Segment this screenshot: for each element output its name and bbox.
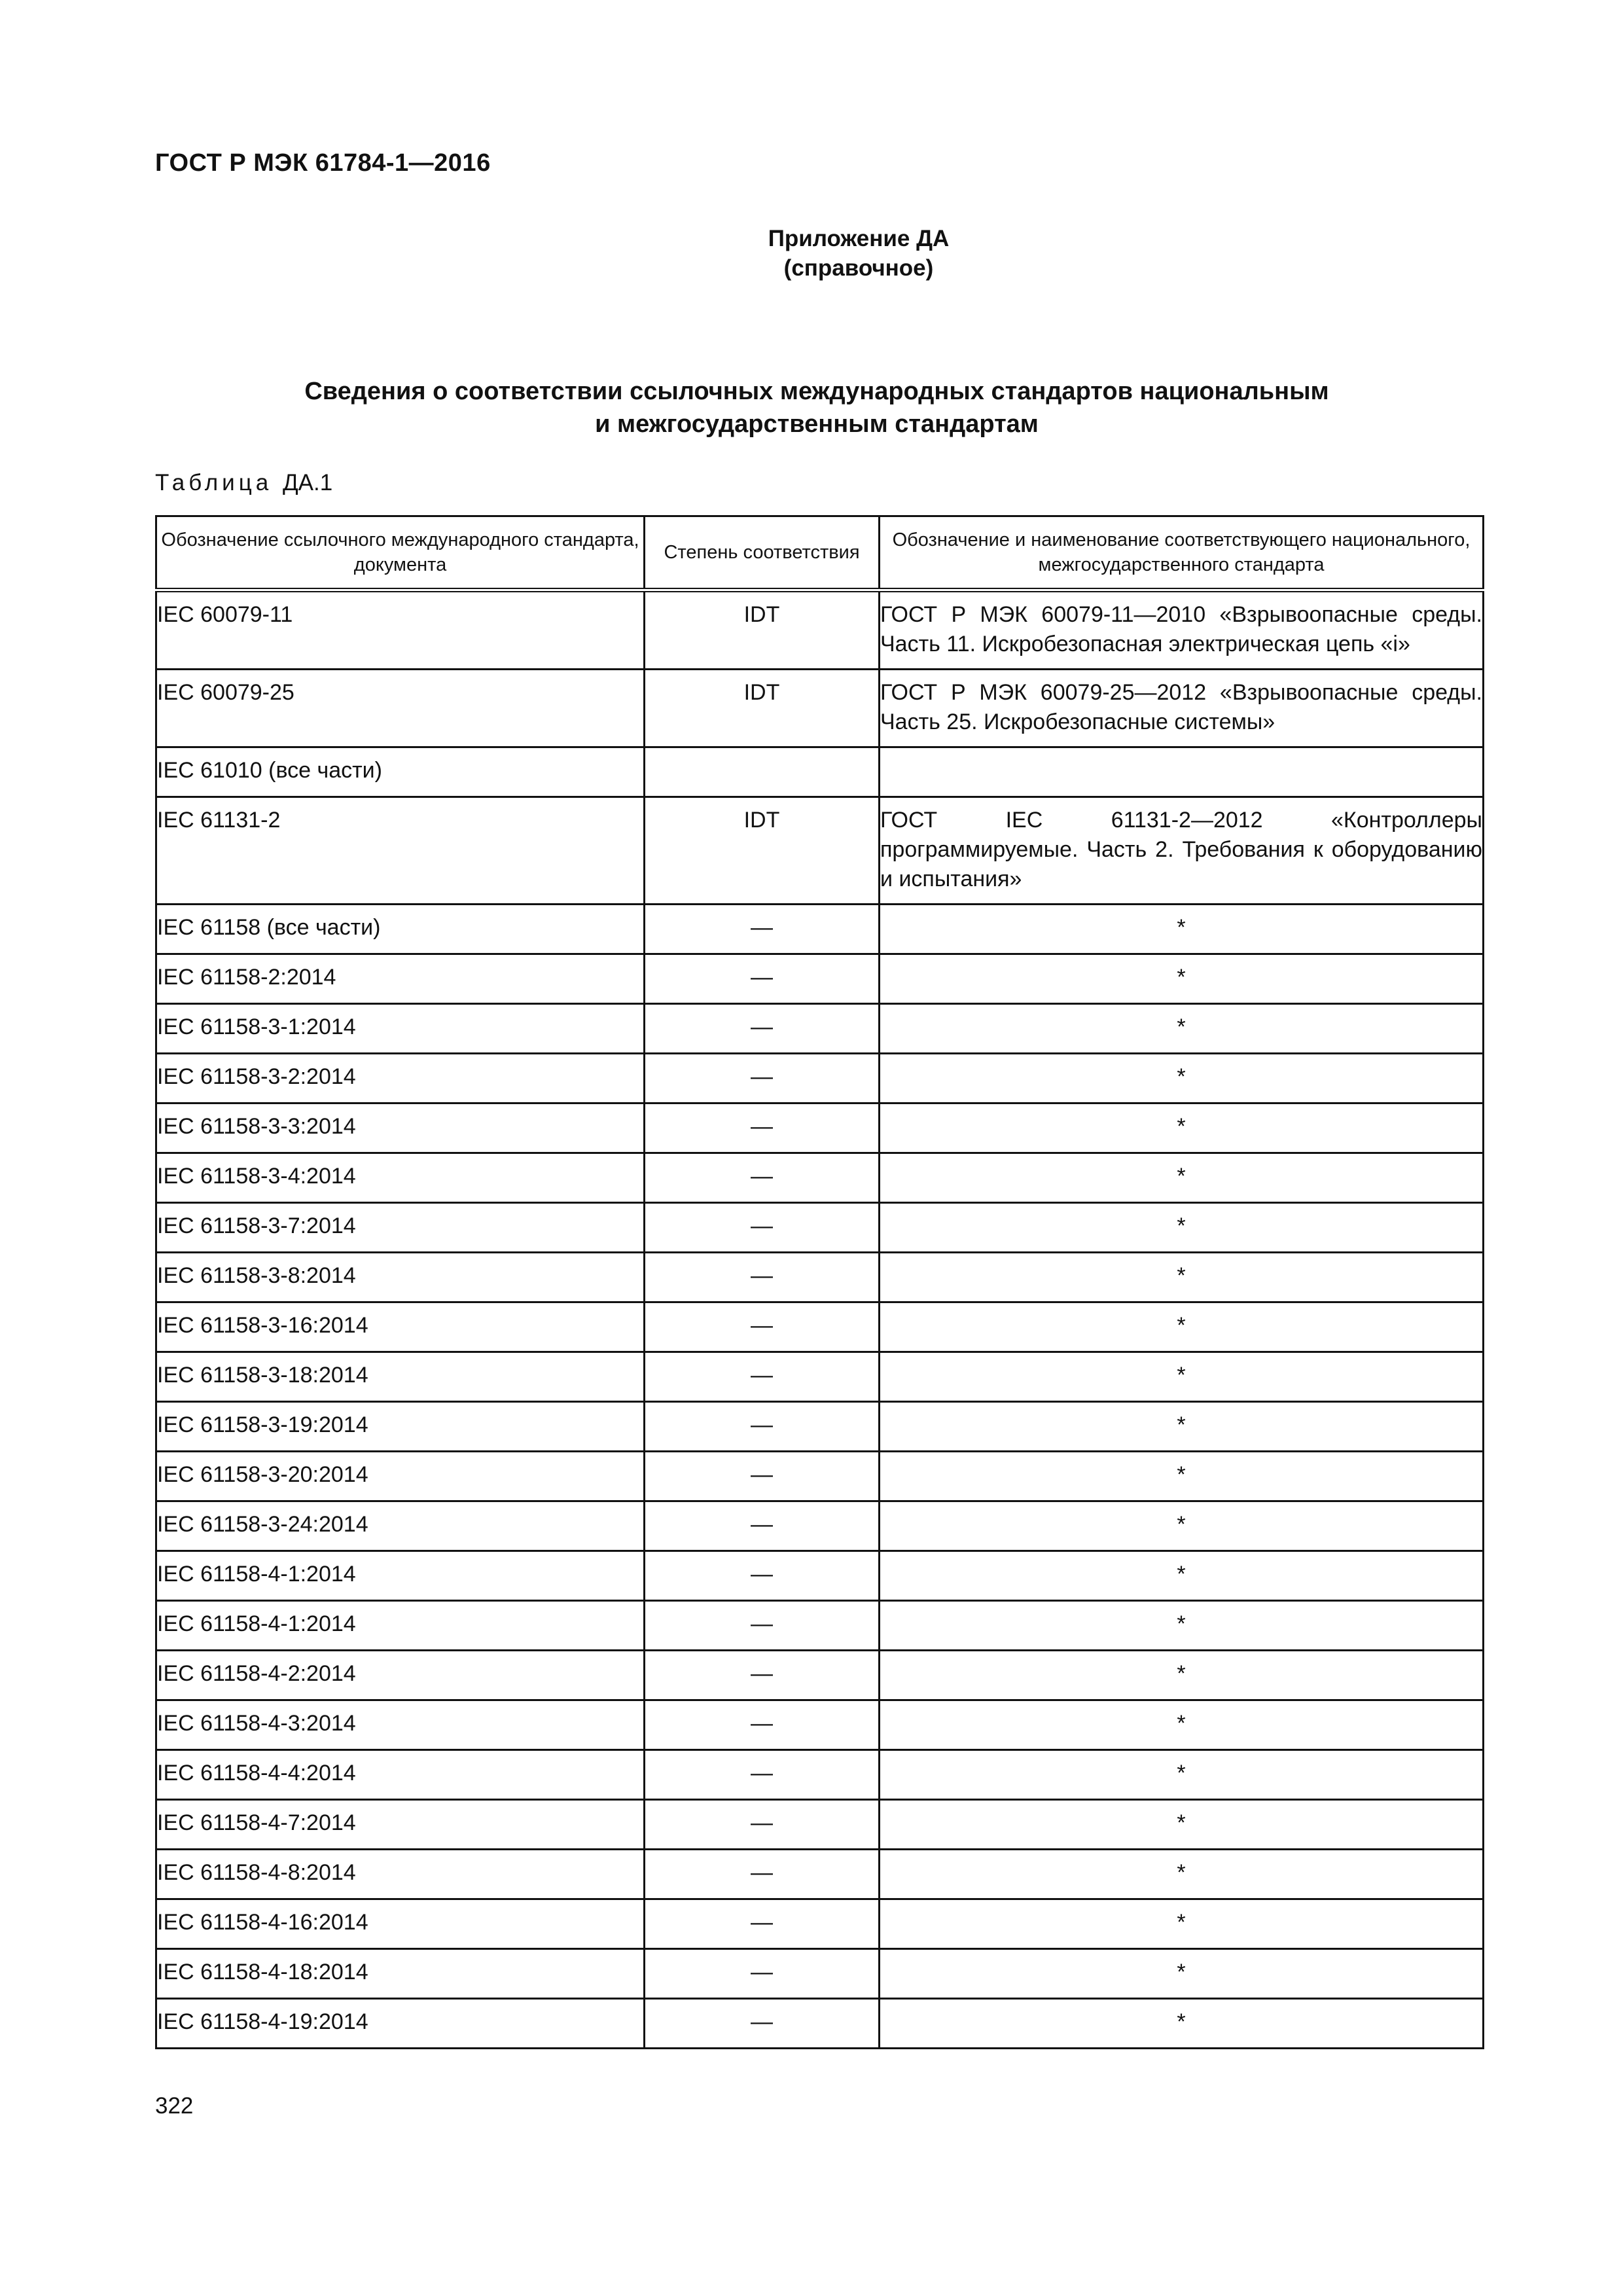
section-title-line2: и межгосударственным стандартам [595,410,1039,438]
table-row [156,1651,1484,1700]
cell-reference-standard: IEC 61131-2 [156,797,645,905]
table-label [155,470,332,496]
cell-national-standard: * [880,1601,1484,1651]
cell-reference-standard: IEC 61158-3-16:2014 [156,1302,645,1352]
cell-national-standard: * [880,1899,1484,1949]
header-reference-standard: Обозначение ссылочного международного стандарта, документа [156,516,645,590]
cell-national-standard [880,747,1484,797]
cell-national-standard: * [880,1999,1484,2049]
cell-degree: — [645,1352,880,1402]
cell-reference-standard: IEC 60079-25 [156,670,645,747]
cell-national-standard: * [880,1800,1484,1850]
cell-reference-standard: IEC 61158-3-4:2014 [156,1153,645,1203]
cell-degree: IDT [645,670,880,747]
cell-degree: — [645,1501,880,1551]
cell-degree: — [645,1899,880,1949]
cell-national-standard: * [880,1153,1484,1203]
cell-degree: — [645,1700,880,1750]
cell-national-standard: * [880,1700,1484,1750]
cell-degree: — [645,1999,880,2049]
table-label-prefix: Таблица [155,470,273,495]
cell-degree: — [645,1601,880,1651]
cell-reference-standard: IEC 61158 (все части) [156,905,645,954]
cell-reference-standard: IEC 61158-3-24:2014 [156,1501,645,1551]
cell-degree: — [645,1750,880,1800]
cell-national-standard: * [880,1949,1484,1999]
cell-degree: — [645,1402,880,1452]
page-number: 322 [155,2093,194,2119]
table-row [156,670,1484,747]
cell-national-standard: * [880,1004,1484,1054]
cell-national-standard: * [880,1253,1484,1302]
cell-degree: — [645,1452,880,1501]
cell-reference-standard: IEC 61158-3-19:2014 [156,1402,645,1452]
cell-national-standard: * [880,1352,1484,1402]
cell-reference-standard: IEC 61158-3-2:2014 [156,1054,645,1103]
cell-reference-standard: IEC 61158-3-18:2014 [156,1352,645,1402]
cell-national-standard: * [880,1103,1484,1153]
cell-national-standard: * [880,1651,1484,1700]
cell-reference-standard: IEC 61158-4-1:2014 [156,1551,645,1601]
cell-reference-standard: IEC 60079-11 [156,590,645,670]
cell-national-standard: * [880,1850,1484,1899]
table-row [156,1004,1484,1054]
table-row [156,1452,1484,1501]
cell-national-standard: * [880,1302,1484,1352]
cell-reference-standard: IEC 61158-4-18:2014 [156,1949,645,1999]
cell-reference-standard: IEC 61010 (все части) [156,747,645,797]
cell-degree: — [645,1949,880,1999]
cell-degree: — [645,1004,880,1054]
cell-degree: — [645,1850,880,1899]
cell-degree: — [645,1153,880,1203]
cell-national-standard: ГОСТ IEC 61131-2—2012 «Контроллеры программируемые. Часть 2. Требования к оборудованию и испытания» [880,797,1484,905]
cell-national-standard: * [880,1402,1484,1452]
cell-degree: IDT [645,797,880,905]
correspondence-table [155,515,1484,2049]
cell-degree: IDT [645,590,880,670]
cell-national-standard: * [880,1054,1484,1103]
cell-reference-standard: IEC 61158-4-1:2014 [156,1601,645,1651]
cell-degree: — [645,1203,880,1253]
table-row [156,797,1484,905]
cell-national-standard: * [880,905,1484,954]
table-row [156,1949,1484,1999]
table-label-number: ДА.1 [282,470,333,495]
cell-degree: — [645,1253,880,1302]
cell-national-standard: * [880,1551,1484,1601]
section-title-line1: Сведения о соответствии ссылочных международных стандартов национальным [304,378,1329,405]
cell-reference-standard: IEC 61158-4-2:2014 [156,1651,645,1700]
table-row [156,1352,1484,1402]
table-row [156,1103,1484,1153]
table-row [156,747,1484,797]
table-row [156,1153,1484,1203]
cell-degree: — [645,1800,880,1850]
table-row [156,1601,1484,1651]
table-header-row [156,516,1484,590]
cell-degree: — [645,1651,880,1700]
header-national-standard: Обозначение и наименование соответствующего национального, межгосударственного стандарта [880,516,1484,590]
table-row [156,905,1484,954]
cell-degree: — [645,1551,880,1601]
table-row [156,1302,1484,1352]
table-body [156,590,1484,2049]
table-row [156,1999,1484,2049]
table-row [156,1750,1484,1800]
cell-reference-standard: IEC 61158-4-19:2014 [156,1999,645,2049]
table-row [156,1899,1484,1949]
cell-national-standard: * [880,1501,1484,1551]
cell-degree: — [645,1054,880,1103]
cell-reference-standard: IEC 61158-3-7:2014 [156,1203,645,1253]
header-degree-of-correspondence: Степень соответствия [645,516,880,590]
cell-reference-standard: IEC 61158-4-7:2014 [156,1800,645,1850]
cell-reference-standard: IEC 61158-4-4:2014 [156,1750,645,1800]
cell-national-standard: * [880,1452,1484,1501]
table-row [156,1054,1484,1103]
cell-degree: — [645,1103,880,1153]
table-row [156,954,1484,1004]
cell-reference-standard: IEC 61158-2:2014 [156,954,645,1004]
cell-reference-standard: IEC 61158-4-3:2014 [156,1700,645,1750]
annex-subtitle: (справочное) [783,255,934,281]
cell-degree: — [645,905,880,954]
cell-degree: — [645,1302,880,1352]
cell-degree: — [645,954,880,1004]
table-row [156,1700,1484,1750]
cell-reference-standard: IEC 61158-4-16:2014 [156,1899,645,1949]
table-row [156,1203,1484,1253]
table-row [156,590,1484,670]
cell-reference-standard: IEC 61158-3-1:2014 [156,1004,645,1054]
table-row [156,1850,1484,1899]
cell-national-standard: * [880,1203,1484,1253]
cell-national-standard: ГОСТ Р МЭК 60079-25—2012 «Взрывоопасные среды. Часть 25. Искробезопасные системы» [880,670,1484,747]
cell-reference-standard: IEC 61158-4-8:2014 [156,1850,645,1899]
cell-national-standard: * [880,1750,1484,1800]
document-header: ГОСТ Р МЭК 61784-1—2016 [155,149,491,177]
cell-reference-standard: IEC 61158-3-20:2014 [156,1452,645,1501]
cell-reference-standard: IEC 61158-3-8:2014 [156,1253,645,1302]
cell-national-standard: * [880,954,1484,1004]
table-row [156,1402,1484,1452]
cell-national-standard: ГОСТ Р МЭК 60079-11—2010 «Взрывоопасные среды. Часть 11. Искробезопасная электрическая цепь «i» [880,590,1484,670]
annex-title: Приложение ДА [768,226,950,251]
section-title [5,375,1623,440]
table-row [156,1800,1484,1850]
table-row [156,1551,1484,1601]
table-row [156,1253,1484,1302]
table-row [156,1501,1484,1551]
cell-reference-standard: IEC 61158-3-3:2014 [156,1103,645,1153]
cell-degree [645,747,880,797]
